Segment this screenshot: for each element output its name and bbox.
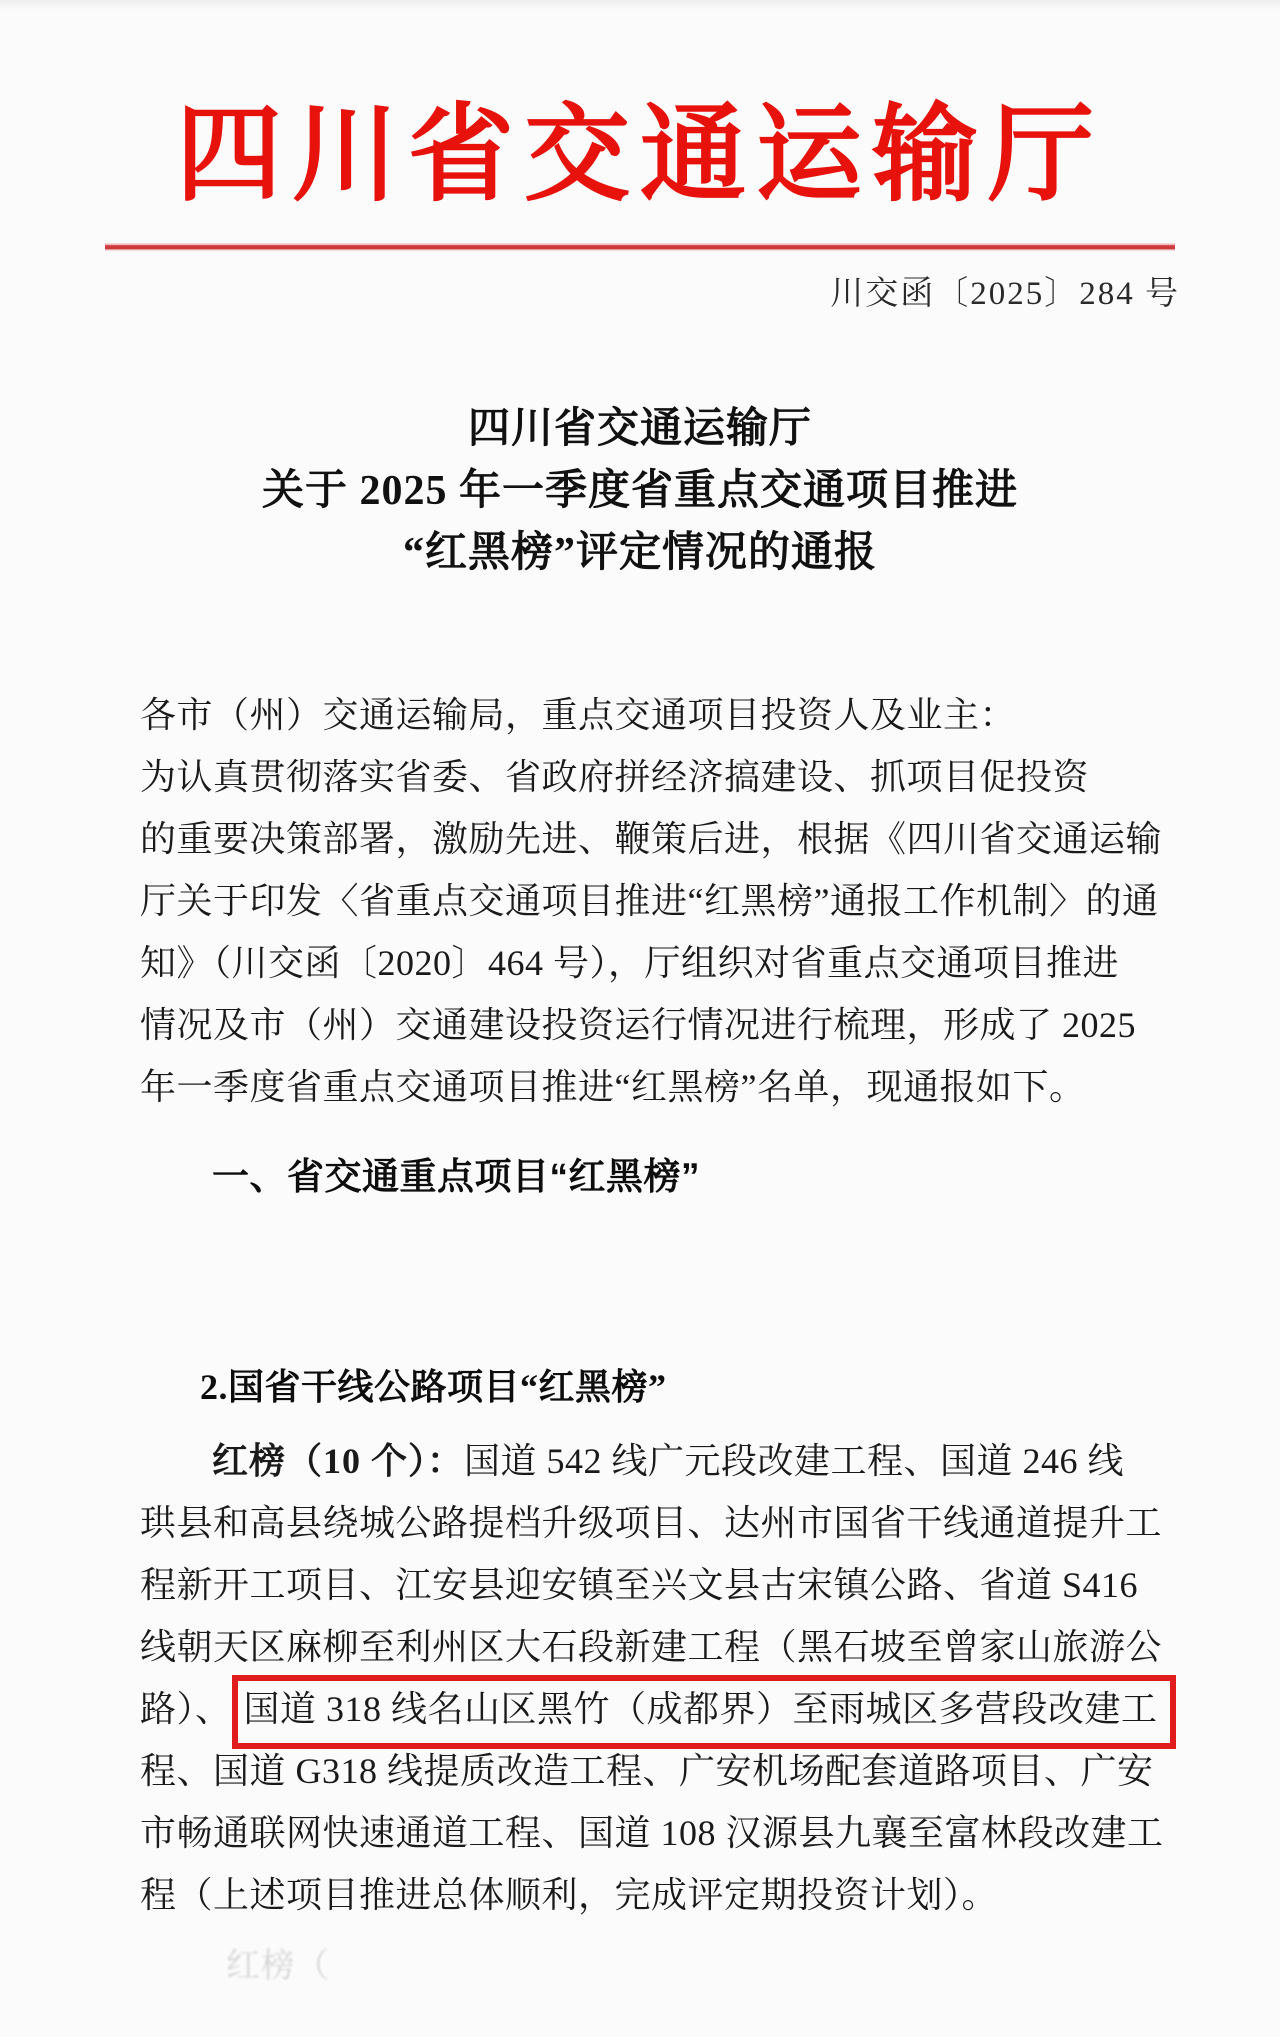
agency-letterhead: 四川省交通运输厅 bbox=[176, 97, 1104, 214]
paragraph-1 bbox=[140, 746, 1162, 1118]
red-list-lines-after-box bbox=[140, 1740, 1162, 1926]
text-line: 程、国道 G318 线提质改造工程、广安机场配套道路项目、广安 bbox=[140, 1750, 1154, 1791]
text-line: 线朝天区麻柳至利州区大石段新建工程（黑石坡至曾家山旅游公 bbox=[140, 1626, 1163, 1667]
highlighted-line bbox=[140, 1678, 1162, 1740]
document-title-line2: 关于 2025 年一季度省重点交通项目推进 bbox=[261, 467, 1018, 514]
text-line: 年一季度省重点交通项目推进“红黑榜”名单，现通报如下。 bbox=[140, 1066, 1086, 1107]
document-title-line3: “红黑榜”评定情况的通报 bbox=[402, 529, 877, 576]
red-list-lead: 红榜（10 个）： bbox=[212, 1440, 465, 1481]
text-line: 程（上述项目推进总体顺利，完成评定期投资计划）。 bbox=[140, 1874, 999, 1915]
red-list-paragraph bbox=[140, 1430, 1162, 1926]
page-edge-shade bbox=[0, 0, 1280, 10]
red-list-first-line-rest: 国道 542 线广元段改建工程、国道 246 线 bbox=[464, 1440, 1125, 1481]
text-line: 的重要决策部署，激励先进、鞭策后进，根据《四川省交通运输 bbox=[140, 818, 1163, 859]
red-list-lines-before-box bbox=[140, 1492, 1162, 1678]
text-line: 为认真贯彻落实省委、省政府拼经济搞建设、抓项目促投资 bbox=[140, 756, 1090, 797]
faded-next-line-fragment: 红榜（ bbox=[226, 1947, 330, 1985]
red-list-first-line bbox=[140, 1430, 1162, 1492]
text-line: 市畅通联网快速通道工程、国道 108 汉源县九襄至富林段改建工 bbox=[140, 1812, 1164, 1853]
document-body bbox=[140, 684, 1164, 1985]
text-line: 程新开工项目、江安县迎安镇至兴文县古宋镇公路、省道 S416 bbox=[140, 1564, 1139, 1605]
highlighted-line-prefix: 路）、 bbox=[140, 1688, 232, 1729]
text-line: 知》（川交函〔2020〕464 号），厅组织对省重点交通项目推进 bbox=[140, 942, 1120, 983]
text-line: 情况及市（州）交通建设投资运行情况进行梳理，形成了 2025 bbox=[140, 1004, 1137, 1045]
text-line: 厅关于印发〈省重点交通项目推进“红黑榜”通报工作机制〉的通 bbox=[140, 880, 1159, 921]
section-heading-2: 2.国省干线公路项目“红黑榜” bbox=[200, 1366, 667, 1407]
document-title-line1: 四川省交通运输厅 bbox=[467, 405, 812, 452]
document-title bbox=[0, 398, 1280, 584]
red-highlight-box: 国道 318 线名山区黑竹（成都界）至雨城区多营段改建工 bbox=[232, 1675, 1176, 1749]
salutation: 各市（州）交通运输局，重点交通项目投资人及业主： bbox=[140, 694, 1017, 735]
text-line: 珙县和高县绕城公路提档升级项目、达州市国省干线通道提升工 bbox=[140, 1502, 1163, 1543]
document-number: 川交函〔2025〕284 号 bbox=[830, 275, 1180, 312]
letterhead-red-rule bbox=[105, 243, 1175, 251]
section-heading-1: 一、省交通重点项目“红黑榜” bbox=[212, 1155, 700, 1197]
